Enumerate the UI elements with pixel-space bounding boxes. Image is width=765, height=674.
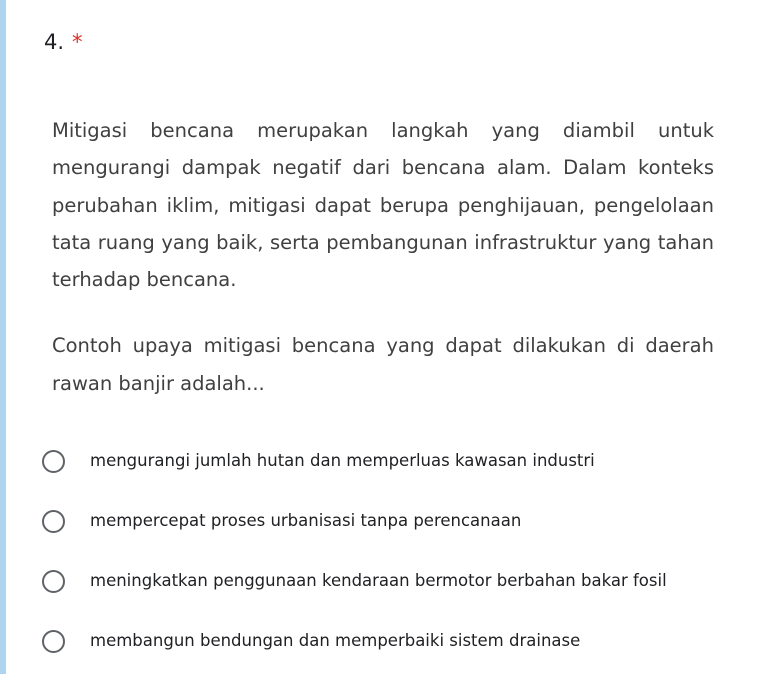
option-2[interactable] xyxy=(42,492,762,552)
radio-button[interactable] xyxy=(42,630,65,653)
question-prompt: Contoh upaya mitigasi bencana yang dapat dilakukan di daerah rawan banjir adalah... xyxy=(52,334,714,395)
option-3[interactable] xyxy=(42,552,762,612)
question-accent-bar xyxy=(0,0,6,674)
option-label[interactable]: meningkatkan penggunaan kendaraan bermotor berbahan bakar fosil xyxy=(90,570,667,590)
radio-button[interactable] xyxy=(42,570,65,593)
option-label[interactable]: mengurangi jumlah hutan dan memperluas kawasan industri xyxy=(90,450,595,470)
option-label[interactable]: mempercepat proses urbanisasi tanpa perencanaan xyxy=(90,510,522,530)
required-asterisk: * xyxy=(72,30,83,54)
radio-button[interactable] xyxy=(42,450,65,473)
radio-button[interactable] xyxy=(42,510,65,533)
question-paragraph: Mitigasi bencana merupakan langkah yang diambil untuk mengurangi dampak negatif dari bencana alam. Dalam konteks perubahan iklim, mitigasi dapat berupa penghijauan, pengelolaan tata ruang yang baik, serta pembangunan infrastruktur yang tahan terhadap bencana. xyxy=(52,119,714,292)
option-label[interactable]: membangun bendungan dan memperbaiki sistem drainase xyxy=(90,630,581,650)
option-1[interactable] xyxy=(42,432,762,492)
answer-options xyxy=(42,432,762,672)
option-4[interactable] xyxy=(42,612,762,672)
question-number: 4. xyxy=(44,30,65,54)
question-text xyxy=(52,112,714,402)
question-header xyxy=(44,30,83,54)
